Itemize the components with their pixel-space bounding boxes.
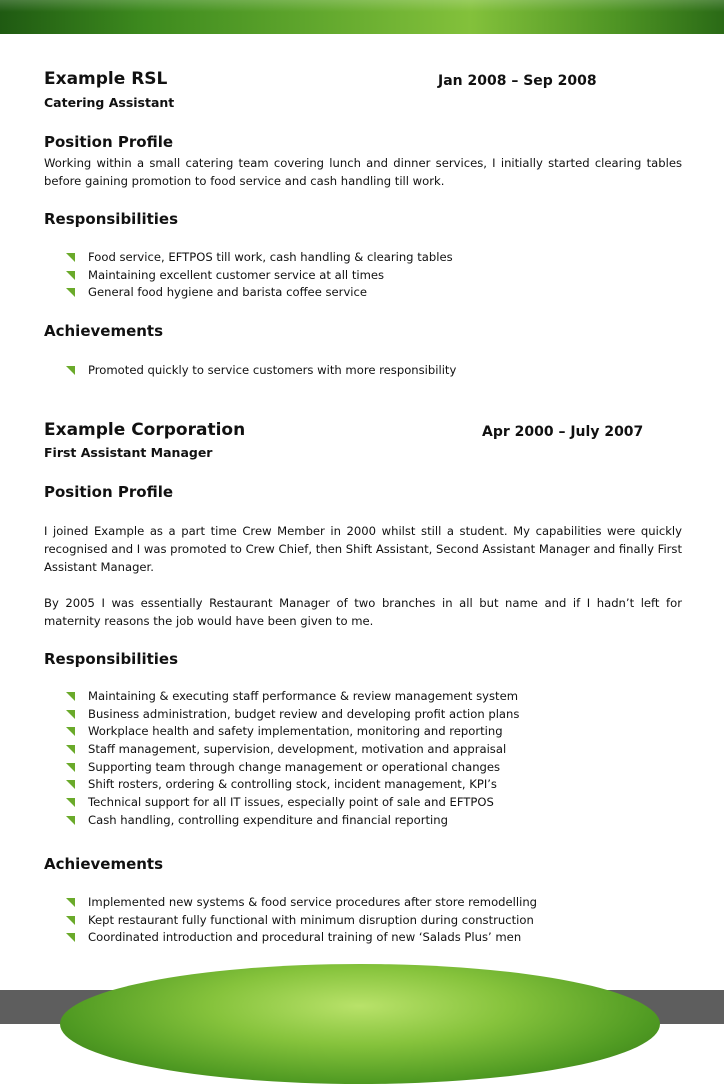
job-2-profile-paragraph-2: By 2005 I was essentially Restaurant Manager of two branches in all but name and if I hadn’t left for maternity reasons the job would have been given to me. [44,596,682,628]
job-1-responsibilities-list [44,249,453,302]
list-item: Technical support for all IT issues, especially point of sale and EFTPOS [44,794,519,812]
job-1-achievements-heading: Achievements [44,322,164,340]
list-item: Implemented new systems & food service procedures after store remodelling [44,894,537,912]
header-decorative-band [0,0,724,34]
green-triangle-bullet-icon [66,916,75,925]
list-item: Promoted quickly to service customers with more responsibility [44,362,456,380]
list-item: Maintaining excellent customer service at all times [44,267,453,285]
green-triangle-bullet-icon [66,780,75,789]
green-triangle-bullet-icon [66,933,75,942]
green-triangle-bullet-icon [66,727,75,736]
job-1-achievements-list [44,362,456,380]
list-item: Shift rosters, ordering & controlling stock, incident management, KPI’s [44,776,519,794]
job-2-achievements-heading: Achievements [44,855,164,873]
list-item: General food hygiene and barista coffee service [44,284,453,302]
job-2-profile-heading: Position Profile [44,483,174,501]
list-item: Coordinated introduction and procedural training of new ‘Salads Plus’ men [44,929,537,947]
green-triangle-bullet-icon [66,816,75,825]
list-item: Kept restaurant fully functional with minimum disruption during construction [44,912,537,930]
job-2-dates: Apr 2000 – July 2007 [482,424,644,440]
job-1-role: Catering Assistant [44,95,175,110]
list-item: Business administration, budget review and developing profit action plans [44,706,519,724]
job-2-responsibilities-list [44,688,519,830]
list-item: Maintaining & executing staff performance & review management system [44,688,519,706]
job-1-responsibilities-heading: Responsibilities [44,210,179,228]
green-triangle-bullet-icon [66,898,75,907]
list-item: Staff management, supervision, development, motivation and appraisal [44,741,519,759]
green-triangle-bullet-icon [66,366,75,375]
list-item: Supporting team through change management or operational changes [44,759,519,777]
list-item: Workplace health and safety implementation, monitoring and reporting [44,723,519,741]
job-2-role: First Assistant Manager [44,445,213,460]
list-item: Food service, EFTPOS till work, cash handling & clearing tables [44,249,453,267]
footer-green-swoosh [60,964,660,1084]
green-triangle-bullet-icon [66,692,75,701]
job-2-company: Example Corporation [44,420,246,440]
job-1-company: Example RSL [44,69,168,89]
green-triangle-bullet-icon [66,763,75,772]
green-triangle-bullet-icon [66,710,75,719]
green-triangle-bullet-icon [66,798,75,807]
green-triangle-bullet-icon [66,745,75,754]
job-2-achievements-list [44,894,537,947]
job-2-responsibilities-heading: Responsibilities [44,650,179,668]
job-2-profile-paragraph-1: I joined Example as a part time Crew Member in 2000 whilst still a student. My capabilities were quickly recognised and I was promoted to Crew Chief, then Shift Assistant, Second Assistant Manager and finally First Assistant Manager. [44,524,683,574]
job-1-profile-heading: Position Profile [44,133,174,151]
job-1-dates: Jan 2008 – Sep 2008 [438,73,597,89]
green-triangle-bullet-icon [66,288,75,297]
job-1-profile-paragraph: Working within a small catering team covering lunch and dinner services, I initially started clearing tables before gaining promotion to food service and cash handling till work. [44,156,682,188]
list-item: Cash handling, controlling expenditure and financial reporting [44,812,519,830]
green-triangle-bullet-icon [66,253,75,262]
green-triangle-bullet-icon [66,271,75,280]
